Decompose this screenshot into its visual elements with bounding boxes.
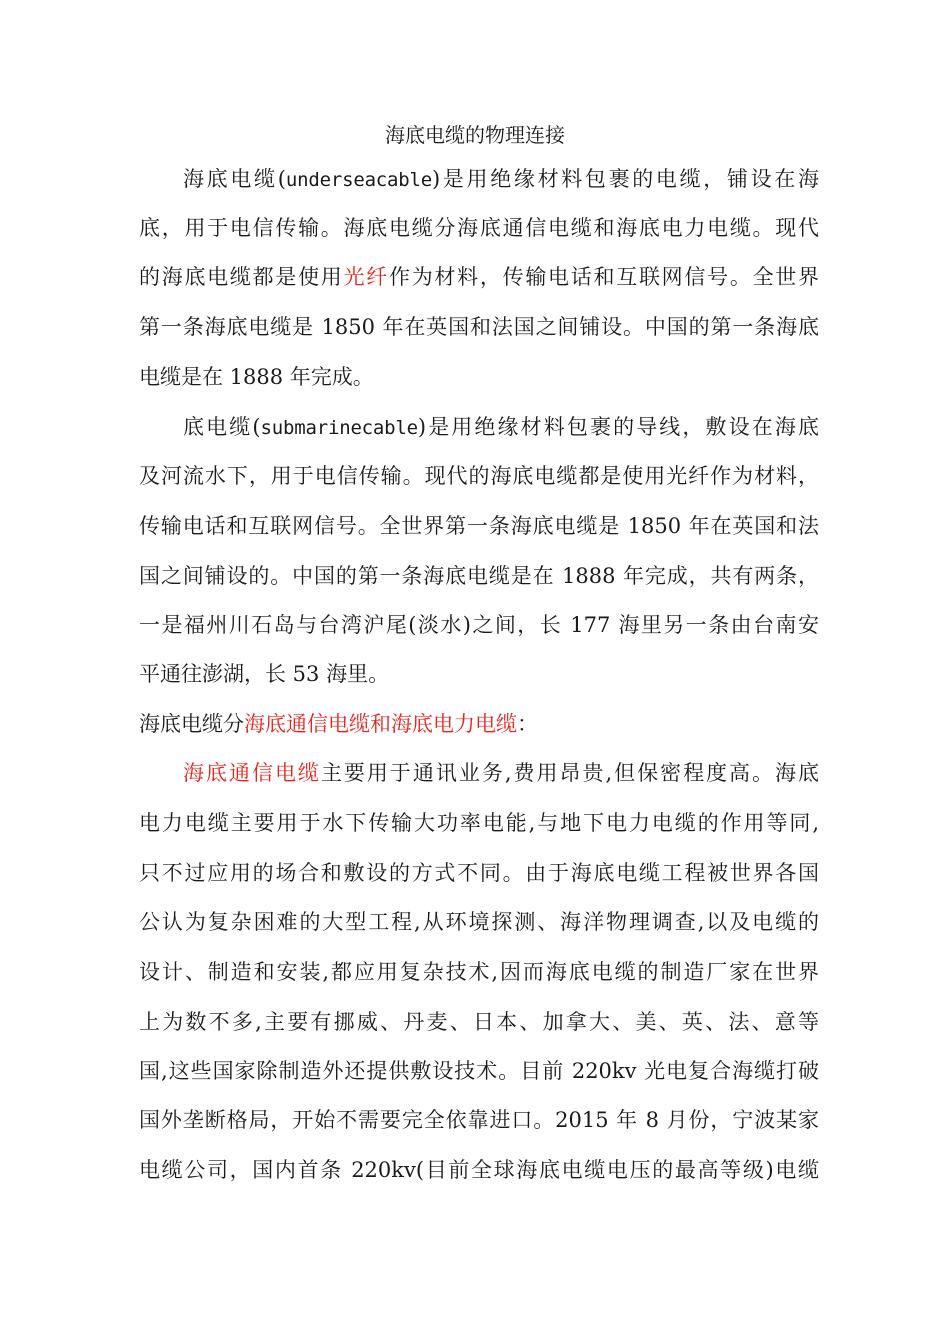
- text-run: 海底电缆分: [139, 712, 244, 736]
- paragraph-2-line-2: 及河流水下，用于电信传输。现代的海底电缆都是使用光纤作为材料，: [139, 464, 819, 488]
- paragraph-2-line-1: [183, 412, 819, 443]
- paragraph-4-line-2: 电力电缆主要用于水下传输大功率电能,与地下电力电缆的作用等同,: [139, 811, 819, 835]
- paragraph-1-line-5: 电缆是在 1888 年完成。: [139, 365, 374, 389]
- text-run: 作为材料，传输电话和互联网信号。全世界: [388, 265, 820, 289]
- paragraph-2-line-4: 国之间铺设的。中国的第一条海底电缆是在 1888 年完成，共有两条，: [139, 564, 819, 588]
- paragraph-1-line-2: 底，用于电信传输。海底电缆分海底通信电缆和海底电力电缆。现代: [139, 216, 819, 240]
- paragraph-4-line-8: 国外垄断格局，开始不需要完全依靠进口。2015 年 8 月份，宁波某家: [139, 1108, 819, 1132]
- paragraph-1-line-3: [139, 262, 819, 292]
- paragraph-4-line-9: 电缆公司，国内首条 220kv(目前全球海底电缆电压的最高等级)电缆: [139, 1158, 819, 1182]
- paragraph-3-line-1: [139, 709, 819, 739]
- paragraph-1-line-4: 第一条海底电缆是 1850 年在英国和法国之间铺设。中国的第一条海底: [139, 315, 819, 339]
- document-title: 海底电缆的物理连接: [385, 123, 565, 147]
- text-run: 海底电缆(: [183, 167, 286, 191]
- paragraph-4-line-5: 设计、制造和安装,都应用复杂技术,因而海底电缆的制造厂家在世界: [139, 960, 819, 984]
- paragraph-4-line-6: 上为数不多,主要有挪威、丹麦、日本、加拿大、美、英、法、意等: [139, 1010, 819, 1034]
- highlighted-term: 光纤: [343, 265, 389, 289]
- paragraph-1-line-1: [183, 164, 819, 195]
- paragraph-2-line-3: 传输电话和互联网信号。全世界第一条海底电缆是 1850 年在英国和法: [139, 514, 819, 538]
- text-run: )是用绝缘材料包裹的导线，敷设在海底: [417, 415, 819, 439]
- text-run: ：: [517, 712, 538, 736]
- english-term: underseacable: [285, 169, 432, 191]
- highlighted-term: 海底通信电缆和海底电力电缆: [244, 712, 517, 736]
- paragraph-4-line-4: 公认为复杂困难的大型工程,从环境探测、海洋物理调查,以及电缆的: [139, 910, 819, 934]
- text-run: 底电缆(: [183, 415, 261, 439]
- highlighted-term: 海底通信电缆: [183, 761, 321, 785]
- text-run: 主要用于通讯业务,费用昂贵,但保密程度高。海底: [320, 761, 820, 785]
- english-term: submarinecable: [260, 417, 418, 439]
- paragraph-4-line-7: 国,这些国家除制造外还提供敷设技术。目前 220kv 光电复合海缆打破: [139, 1059, 819, 1083]
- text-run: )是用绝缘材料包裹的电缆，铺设在海: [432, 167, 819, 191]
- text-run: 的海底电缆都是使用: [139, 265, 344, 289]
- paragraph-4-line-3: 只不过应用的场合和敷设的方式不同。由于海底电缆工程被世界各国: [139, 861, 819, 885]
- paragraph-4-line-1: [183, 758, 819, 788]
- paragraph-2-line-5: 一是福州川石岛与台湾沪尾(淡水)之间，长 177 海里另一条由台南安: [139, 613, 819, 637]
- paragraph-2-line-6: 平通往澎湖，长 53 海里。: [139, 662, 390, 686]
